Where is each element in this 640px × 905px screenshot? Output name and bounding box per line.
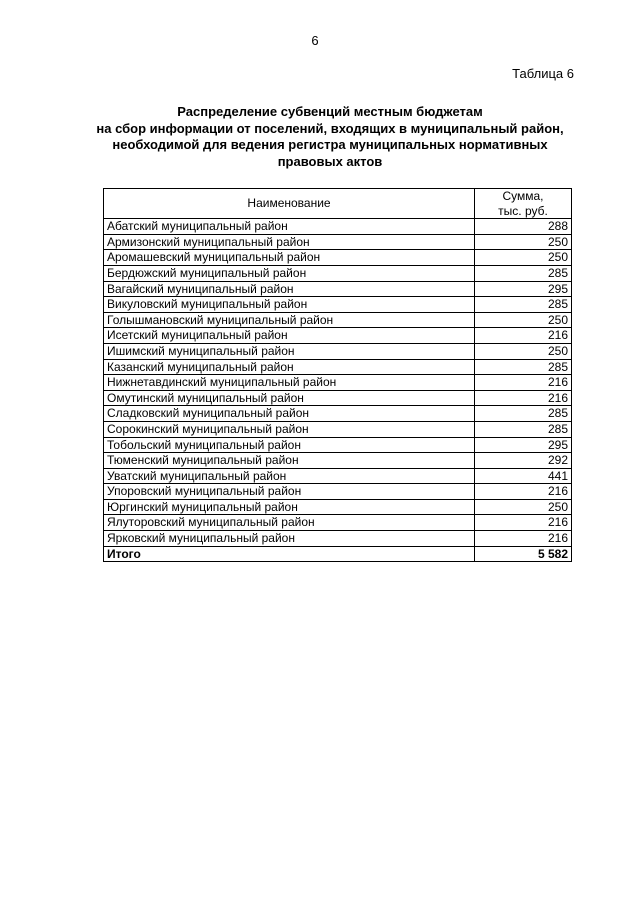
district-sum: 250 xyxy=(475,250,572,266)
district-name: Казанский муниципальный район xyxy=(104,359,475,375)
total-row xyxy=(104,546,572,562)
district-name: Сладковский муниципальный район xyxy=(104,406,475,422)
total-sum: 5 582 xyxy=(475,546,572,562)
subvention-table xyxy=(103,188,572,562)
header-sum-line1: Сумма, xyxy=(502,189,544,203)
document-title xyxy=(90,104,570,170)
district-sum: 295 xyxy=(475,281,572,297)
table-row xyxy=(104,437,572,453)
district-name: Бердюжский муниципальный район xyxy=(104,265,475,281)
table-row xyxy=(104,453,572,469)
page-number: 6 xyxy=(311,33,319,48)
district-name: Уватский муниципальный район xyxy=(104,468,475,484)
district-sum: 216 xyxy=(475,531,572,547)
district-name: Ишимский муниципальный район xyxy=(104,343,475,359)
district-name: Голышмановский муниципальный район xyxy=(104,312,475,328)
district-name: Сорокинский муниципальный район xyxy=(104,421,475,437)
district-sum: 250 xyxy=(475,234,572,250)
district-sum: 250 xyxy=(475,499,572,515)
table-row xyxy=(104,219,572,235)
table-row xyxy=(104,468,572,484)
district-sum: 285 xyxy=(475,421,572,437)
district-sum: 292 xyxy=(475,453,572,469)
header-sum xyxy=(475,189,572,219)
district-name: Упоровский муниципальный район xyxy=(104,484,475,500)
table-row xyxy=(104,312,572,328)
district-sum: 216 xyxy=(475,390,572,406)
table-label: Таблица 6 xyxy=(512,66,574,81)
table-row xyxy=(104,265,572,281)
table-row xyxy=(104,234,572,250)
district-name: Абатский муниципальный район xyxy=(104,219,475,235)
district-sum: 250 xyxy=(475,343,572,359)
table-header-row xyxy=(104,189,572,219)
table-row xyxy=(104,406,572,422)
district-sum: 285 xyxy=(475,359,572,375)
district-name: Юргинский муниципальный район xyxy=(104,499,475,515)
district-name: Вагайский муниципальный район xyxy=(104,281,475,297)
table-row xyxy=(104,515,572,531)
table-row xyxy=(104,390,572,406)
district-name: Омутинский муниципальный район xyxy=(104,390,475,406)
table-row xyxy=(104,297,572,313)
district-name: Армизонский муниципальный район xyxy=(104,234,475,250)
district-sum: 285 xyxy=(475,297,572,313)
district-name: Тобольский муниципальный район xyxy=(104,437,475,453)
district-name: Нижнетавдинский муниципальный район xyxy=(104,375,475,391)
district-sum: 216 xyxy=(475,484,572,500)
table-row xyxy=(104,281,572,297)
district-sum: 285 xyxy=(475,406,572,422)
table-row xyxy=(104,531,572,547)
title-line: на сбор информации от поселений, входящих в муниципальный район, xyxy=(96,120,564,136)
table-row xyxy=(104,484,572,500)
table-row xyxy=(104,343,572,359)
district-name: Ялуторовский муниципальный район xyxy=(104,515,475,531)
header-sum-line2: тыс. руб. xyxy=(498,203,548,218)
district-name: Исетский муниципальный район xyxy=(104,328,475,344)
district-name: Ярковский муниципальный район xyxy=(104,531,475,547)
district-sum: 295 xyxy=(475,437,572,453)
district-sum: 441 xyxy=(475,468,572,484)
table-row xyxy=(104,328,572,344)
title-line: Распределение субвенций местным бюджетам xyxy=(177,104,483,119)
table-row xyxy=(104,250,572,266)
district-sum: 250 xyxy=(475,312,572,328)
district-sum: 288 xyxy=(475,219,572,235)
table-row xyxy=(104,499,572,515)
total-label: Итого xyxy=(104,546,475,562)
district-sum: 285 xyxy=(475,265,572,281)
district-name: Аромашевский муниципальный район xyxy=(104,250,475,266)
table-row xyxy=(104,375,572,391)
district-sum: 216 xyxy=(475,515,572,531)
table-row xyxy=(104,421,572,437)
table-row xyxy=(104,359,572,375)
table-body xyxy=(104,219,572,546)
district-sum: 216 xyxy=(475,328,572,344)
header-name: Наименование xyxy=(104,189,475,219)
title-line: необходимой для ведения регистра муниципальных нормативных xyxy=(112,137,548,152)
title-line: правовых актов xyxy=(277,153,383,169)
district-sum: 216 xyxy=(475,375,572,391)
district-name: Викуловский муниципальный район xyxy=(104,297,475,313)
district-name: Тюменский муниципальный район xyxy=(104,453,475,469)
